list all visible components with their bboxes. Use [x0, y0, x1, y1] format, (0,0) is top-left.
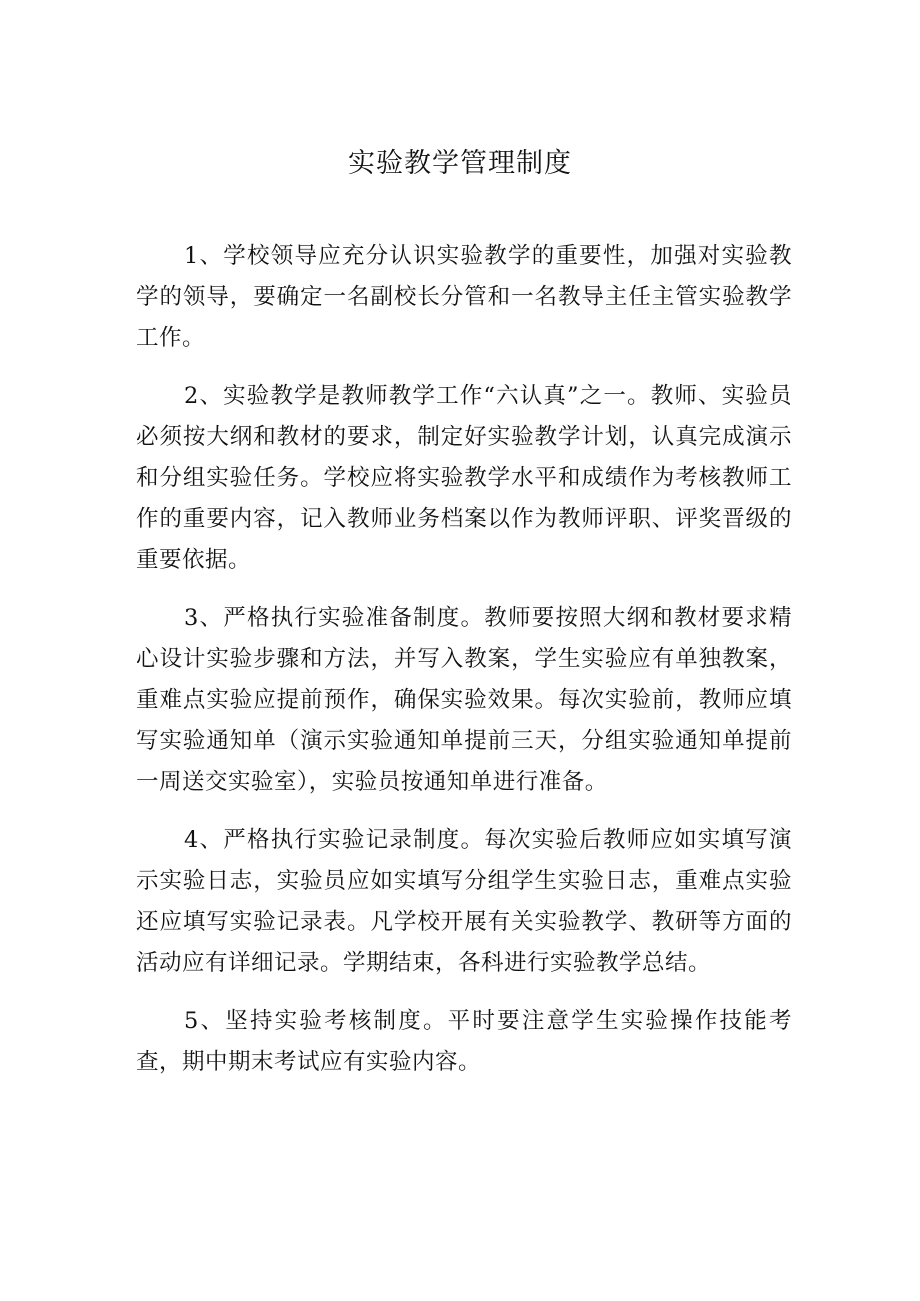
paragraph-2: 2、实验教学是教师教学工作“六认真”之一。教师、实验员必须按大纲和教材的要求，制定好实验教学计划，认真完成演示和分组实验任务。学校应将实验教学水平和成绩作为考核教师工作的重要内容，记入教师业务档案以作为教师评职、评奖晋级的重要依据。: [136, 383, 792, 573]
paragraph-4: 4、严格执行实验记录制度。每次实验后教师应如实填写演示实验日志，实验员应如实填写分组学生实验日志，重难点实验还应填写实验记录表。凡学校开展有关实验教学、教研等方面的活动应有详细记录。学期结束，各科进行实验教学总结。: [136, 827, 792, 976]
paragraph-3: 3、严格执行实验准备制度。教师要按照大纲和教材要求精心设计实验步骤和方法，并写入教案，学生实验应有单独教案，重难点实验应提前预作，确保实验效果。每次实验前，教师应填写实验通知单（演示实验通知单提前三天，分组实验通知单提前一周送交实验室），实验员按通知单进行准备。: [136, 605, 792, 795]
paragraph-1: 1、学校领导应充分认识实验教学的重要性，加强对实验教学的领导，要确定一名副校长分管和一名教导主任主管实验教学工作。: [136, 243, 792, 351]
paragraph-5: 5、坚持实验考核制度。平时要注意学生实验操作技能考查，期中期末考试应有实验内容。: [136, 1008, 792, 1075]
document-title: 实验教学管理制度: [348, 148, 572, 179]
document-body: [136, 236, 792, 1100]
